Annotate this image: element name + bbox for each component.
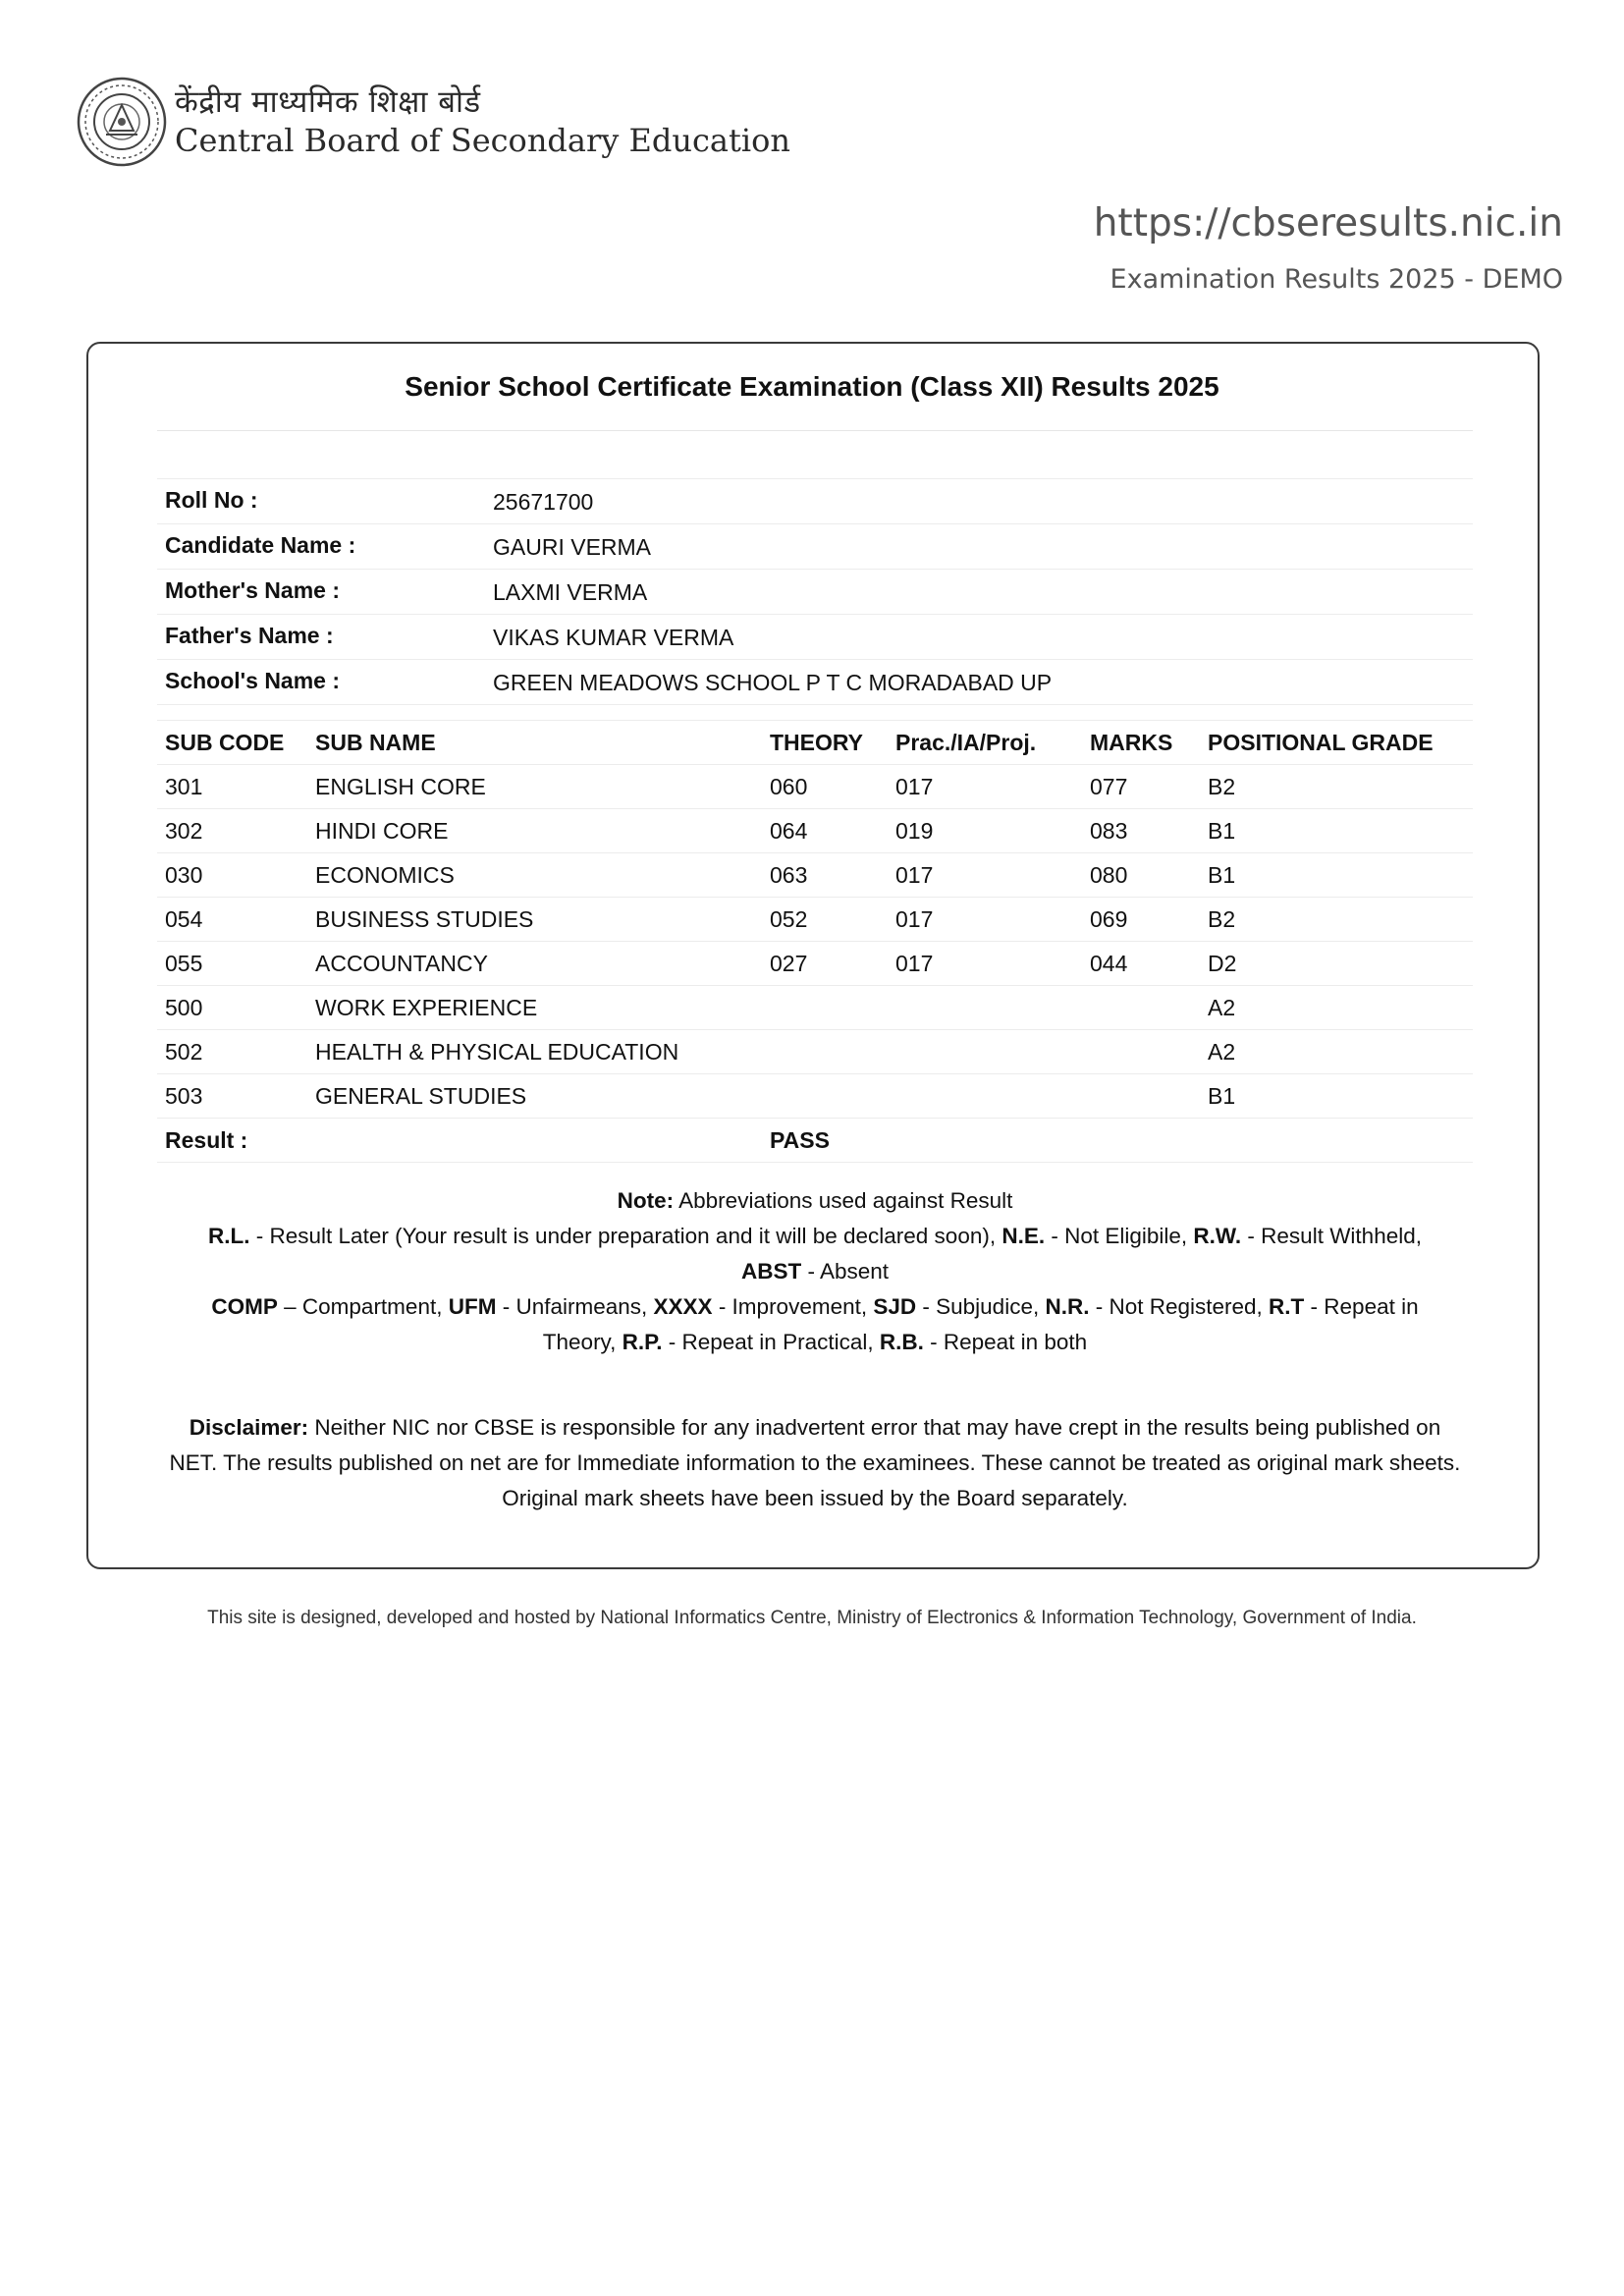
detail-row-candidate-name <box>157 524 1473 570</box>
abbr: R.W. <box>1193 1224 1242 1248</box>
positional-grade: A2 <box>1200 1030 1473 1074</box>
marks-table <box>157 720 1473 1163</box>
abbr: UFM <box>448 1294 497 1319</box>
sub-code: 055 <box>157 942 307 986</box>
abbr-meaning: - Improvement, <box>712 1294 874 1319</box>
abbr: N.R. <box>1045 1294 1090 1319</box>
note-heading <box>157 1183 1473 1219</box>
total-marks: 069 <box>1082 898 1200 942</box>
positional-grade: D2 <box>1200 942 1473 986</box>
practical-marks <box>888 1030 1082 1074</box>
sub-name: BUSINESS STUDIES <box>307 898 762 942</box>
positional-grade: B2 <box>1200 765 1473 809</box>
practical-marks: 019 <box>888 809 1082 853</box>
detail-row-father-name <box>157 615 1473 660</box>
practical-marks <box>888 1074 1082 1119</box>
abbr: SJD <box>873 1294 917 1319</box>
abbr-meaning: - Subjudice, <box>916 1294 1046 1319</box>
sub-name: ENGLISH CORE <box>307 765 762 809</box>
board-name-hindi: केंद्रीय माध्यमिक शिक्षा बोर्ड <box>175 84 481 120</box>
note-intro: Abbreviations used against Result <box>674 1188 1013 1213</box>
detail-value: GAURI VERMA <box>493 534 652 560</box>
sub-code: 503 <box>157 1074 307 1119</box>
detail-label: Roll No : <box>165 487 258 513</box>
total-marks: 077 <box>1082 765 1200 809</box>
theory-marks: 027 <box>762 942 888 986</box>
column-header-grade: POSITIONAL GRADE <box>1200 721 1473 765</box>
sub-code: 030 <box>157 853 307 898</box>
note-label: Note: <box>617 1188 675 1213</box>
cbse-emblem-icon <box>77 74 167 170</box>
abbr-meaning: - Unfairmeans, <box>496 1294 654 1319</box>
abbr: XXXX <box>653 1294 713 1319</box>
column-header-practical: Prac./IA/Proj. <box>888 721 1082 765</box>
theory-marks: 064 <box>762 809 888 853</box>
theory-marks <box>762 1074 888 1119</box>
sub-code: 302 <box>157 809 307 853</box>
subject-row <box>157 809 1473 853</box>
sub-code: 054 <box>157 898 307 942</box>
abbr-meaning: - Repeat in Practical, <box>662 1330 880 1354</box>
subject-row <box>157 898 1473 942</box>
subject-row <box>157 986 1473 1030</box>
total-marks <box>1082 1030 1200 1074</box>
column-header-theory: THEORY <box>762 721 888 765</box>
total-marks <box>1082 986 1200 1030</box>
sub-name: ACCOUNTANCY <box>307 942 762 986</box>
practical-marks: 017 <box>888 853 1082 898</box>
column-header-sub-name: SUB NAME <box>307 721 762 765</box>
abbr-meaning: – Compartment, <box>277 1294 449 1319</box>
abbr-meaning: - Result Withheld, <box>1241 1224 1422 1248</box>
subject-row <box>157 1030 1473 1074</box>
site-footer: This site is designed, developed and hosted by National Informatics Centre, Ministry of Electronics & Information Technology, Government of India. <box>207 1608 1417 1628</box>
abbreviations-note <box>157 1183 1473 1360</box>
abbr: COMP <box>211 1294 278 1319</box>
detail-value: 25671700 <box>493 489 594 515</box>
theory-marks <box>762 1030 888 1074</box>
subject-row <box>157 942 1473 986</box>
sub-code: 500 <box>157 986 307 1030</box>
sub-code: 502 <box>157 1030 307 1074</box>
practical-marks: 017 <box>888 765 1082 809</box>
detail-label: Father's Name : <box>165 623 334 648</box>
positional-grade: B1 <box>1200 1074 1473 1119</box>
abbr-meaning: - Repeat in Theory, <box>542 1294 1419 1354</box>
sub-name: ECONOMICS <box>307 853 762 898</box>
abbr: R.B. <box>879 1330 924 1354</box>
disclaimer <box>167 1410 1463 1516</box>
practical-marks <box>888 986 1082 1030</box>
total-marks <box>1082 1074 1200 1119</box>
note-line-1 <box>157 1219 1473 1289</box>
subject-row <box>157 765 1473 809</box>
theory-marks <box>762 986 888 1030</box>
abbr-meaning: - Repeat in both <box>923 1330 1088 1354</box>
abbr-meaning: - Result Later (Your result is under preparation and it will be declared soon), <box>249 1224 1002 1248</box>
abbr: ABST <box>740 1259 802 1284</box>
total-marks: 080 <box>1082 853 1200 898</box>
practical-marks: 017 <box>888 898 1082 942</box>
positional-grade: B1 <box>1200 853 1473 898</box>
board-name-english: Central Board of Secondary Education <box>175 122 790 159</box>
sub-name: HEALTH & PHYSICAL EDUCATION <box>307 1030 762 1074</box>
detail-label: Candidate Name : <box>165 532 356 558</box>
detail-label: Mother's Name : <box>165 577 341 603</box>
positional-grade: A2 <box>1200 986 1473 1030</box>
theory-marks: 063 <box>762 853 888 898</box>
result-status: PASS <box>762 1119 1473 1163</box>
note-line-2 <box>157 1289 1473 1360</box>
detail-row-school-name <box>157 660 1473 705</box>
candidate-details <box>157 478 1473 705</box>
sub-name: GENERAL STUDIES <box>307 1074 762 1119</box>
result-row <box>157 1119 1473 1163</box>
abbr-meaning: - Not Registered, <box>1089 1294 1270 1319</box>
result-label: Result : <box>157 1119 762 1163</box>
abbr-meaning: - Not Eligibile, <box>1045 1224 1194 1248</box>
positional-grade: B1 <box>1200 809 1473 853</box>
site-url[interactable]: https://cbseresults.nic.in <box>1093 201 1563 246</box>
abbr: R.P. <box>622 1330 663 1354</box>
positional-grade: B2 <box>1200 898 1473 942</box>
disclaimer-label: Disclaimer: <box>189 1415 309 1440</box>
detail-value: GREEN MEADOWS SCHOOL P T C MORADABAD UP <box>493 670 1053 695</box>
detail-row-roll-no <box>157 478 1473 524</box>
abbr-meaning: - Absent <box>801 1259 890 1284</box>
column-header-marks: MARKS <box>1082 721 1200 765</box>
site-subtitle: Examination Results 2025 - DEMO <box>1110 264 1563 295</box>
abbr: N.E. <box>1001 1224 1046 1248</box>
subject-row <box>157 1074 1473 1119</box>
detail-value: LAXMI VERMA <box>493 579 648 605</box>
disclaimer-text: Neither NIC nor CBSE is responsible for any inadvertent error that may have crept in the results being published on NET. The results published on net are for Immediate information to the examinees. These cannot be treated as original mark sheets. Original mark sheets have been issued by the Board separately. <box>169 1415 1461 1510</box>
abbr: R.T <box>1269 1294 1305 1319</box>
sub-name: WORK EXPERIENCE <box>307 986 762 1030</box>
sub-code: 301 <box>157 765 307 809</box>
subject-row <box>157 853 1473 898</box>
marks-header-row <box>157 721 1473 765</box>
detail-label: School's Name : <box>165 668 341 693</box>
practical-marks: 017 <box>888 942 1082 986</box>
column-header-sub-code: SUB CODE <box>157 721 307 765</box>
abbr: R.L. <box>208 1224 250 1248</box>
result-title: Senior School Certificate Examination (Class XII) Results 2025 <box>405 371 1219 402</box>
detail-value: VIKAS KUMAR VERMA <box>493 625 734 650</box>
title-divider <box>157 430 1473 431</box>
total-marks: 044 <box>1082 942 1200 986</box>
total-marks: 083 <box>1082 809 1200 853</box>
detail-row-mother-name <box>157 570 1473 615</box>
theory-marks: 060 <box>762 765 888 809</box>
theory-marks: 052 <box>762 898 888 942</box>
sub-name: HINDI CORE <box>307 809 762 853</box>
